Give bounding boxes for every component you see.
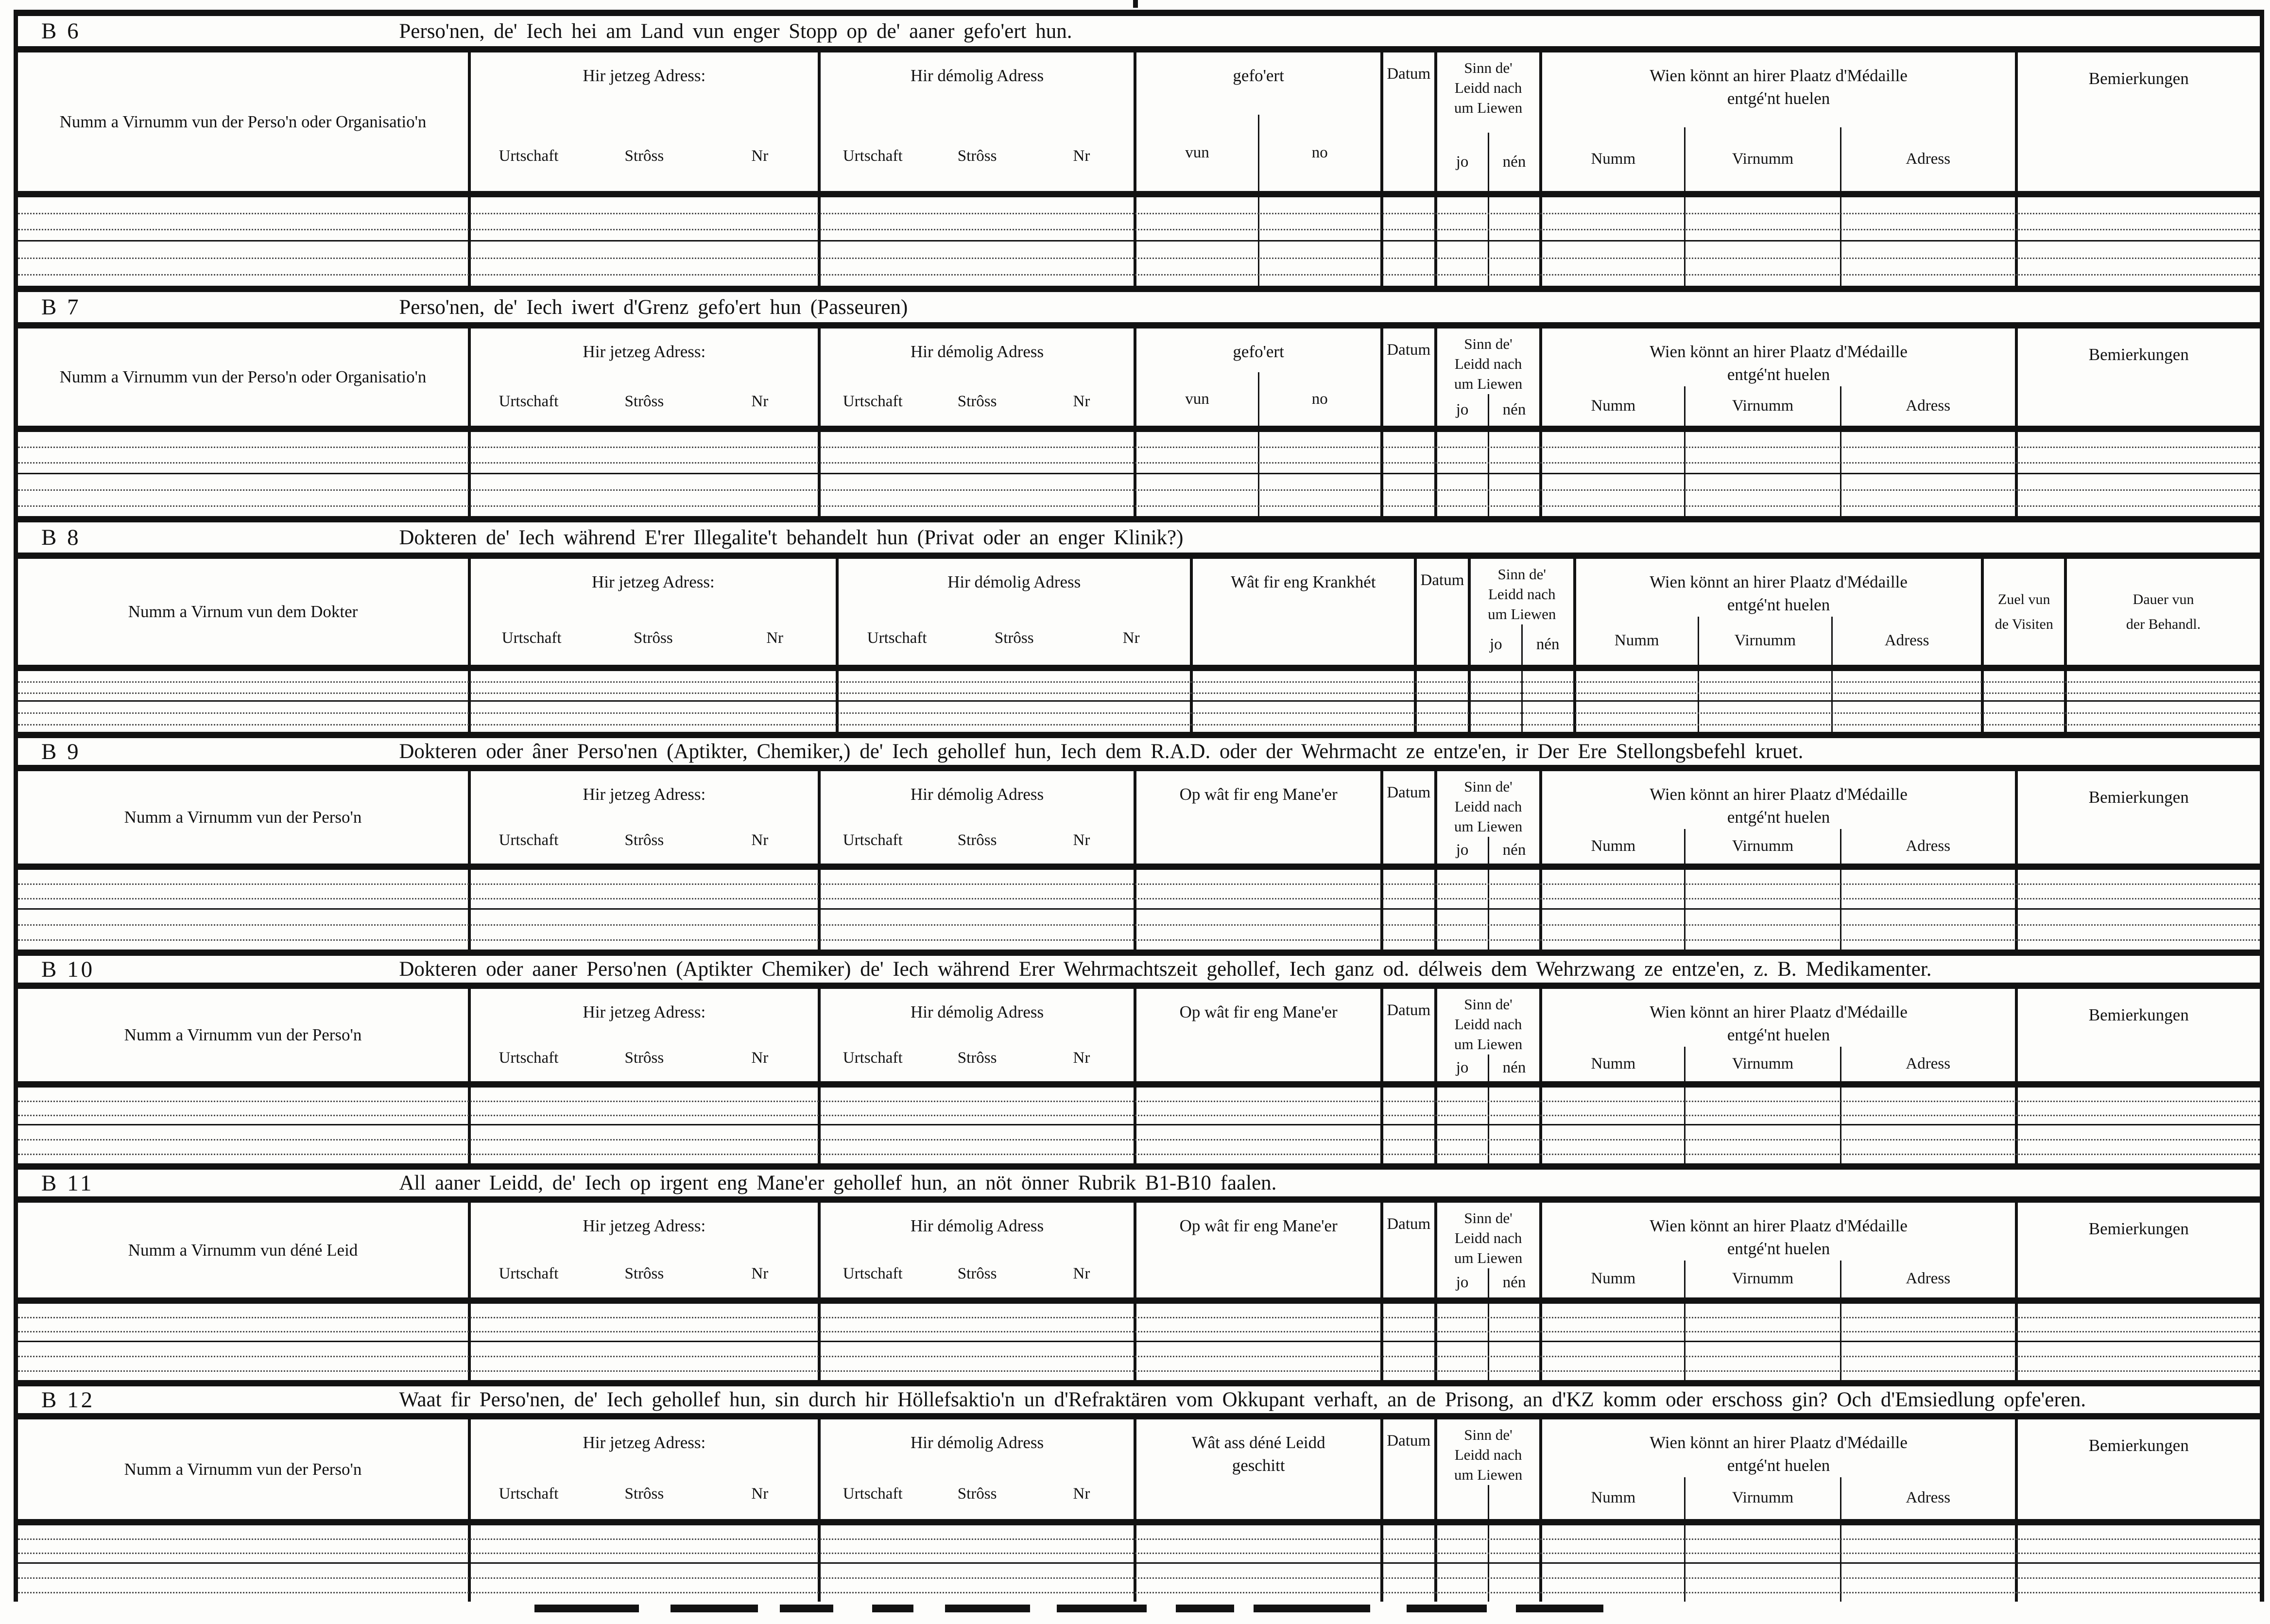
rule (18, 191, 2260, 197)
adress-label: Adress (1831, 617, 1981, 665)
urtschaft-label: Urtschaft (501, 629, 562, 647)
cell-bemierkungen (2018, 242, 2260, 286)
jo-nen-subheaders (1437, 133, 1540, 191)
nen-label: nén (1488, 1268, 1540, 1297)
entry-row (18, 1304, 2260, 1342)
col-header-bemierkungen: Bemierkungen (2088, 1436, 2189, 1455)
numm-label: Numm (1591, 1054, 1636, 1072)
section-b6 (18, 10, 2260, 286)
urtschaft-label: Urtschaft (843, 1485, 903, 1503)
virnumm-label: Virnumm (1684, 1047, 1840, 1082)
urtschaft-label: Urtschaft (843, 147, 903, 165)
nr-label: Nr (1073, 1264, 1090, 1282)
stross-label: Strôss (624, 831, 664, 849)
numm-label: Numm (1591, 837, 1636, 855)
nen-label: nén (1488, 1054, 1540, 1081)
stross-label: Strôss (957, 1264, 997, 1282)
numm-label: Numm (1591, 1270, 1636, 1288)
jo-label: jo (1456, 1274, 1469, 1292)
nen-label: nén (1488, 837, 1540, 864)
rule (18, 765, 2260, 771)
entry-rows (18, 197, 2260, 286)
urtschaft-label: Urtschaft (843, 831, 903, 849)
nen-label: nén (1521, 624, 1573, 665)
column-headers (18, 52, 2260, 191)
vun-label: vun (1185, 144, 1209, 162)
column-headers (18, 559, 2260, 665)
rule (18, 1519, 2260, 1525)
section-title-row (18, 16, 2260, 46)
col-header-datum: Datum (1417, 559, 1471, 665)
stross-label: Strôss (957, 392, 997, 410)
section-title-row (18, 956, 2260, 983)
section-id: B 12 (41, 1387, 95, 1413)
col-header-visit-count: Zuel vun de Visiten (1984, 559, 2067, 665)
entry-row (18, 1525, 2260, 1564)
section-title-row (18, 1170, 2260, 1196)
nr-label: Nr (1073, 392, 1090, 410)
section-title-row (18, 1386, 2260, 1413)
col-header-current-address: Hir jetzeg Adress: Urtschaft Strôss Nr (471, 559, 839, 665)
cell-former-address (821, 197, 1137, 240)
urtschaft-label: Urtschaft (867, 629, 927, 647)
scan-artifact-dash (1516, 1605, 1603, 1612)
nr-label: Nr (1122, 629, 1140, 647)
nr-label: Nr (751, 831, 769, 849)
cell-current-address (471, 197, 821, 240)
entry-row (18, 1564, 2260, 1602)
jo-label: jo (1456, 153, 1469, 171)
col-header-datum: Datum (1383, 771, 1437, 864)
nr-label: Nr (751, 1485, 769, 1503)
col-header-medal-recipient: Wien könnt an hirer Plaatz d'Médaille entgé'nt huelen Numm Virnumm Adress (1542, 771, 2017, 864)
section-title: Waat fir Perso'nen, de' Iech gehollef hun, sin durch hir Höllefsaktio'n un d'Refraktären vom Okkupant verhaft, an de Prisong, an d'KZ komm oder erschoss gin? Och d'Emsiedlung opfe'eren. (399, 1388, 2086, 1411)
scan-artifact-dash (671, 1605, 758, 1612)
urtschaft-label: Urtschaft (843, 1049, 903, 1067)
column-headers (18, 1203, 2260, 1297)
col-header-alive: Sinn de' Leidd nach um Liewen jo nén (1437, 989, 1543, 1081)
col-header-name: Numm a Virnum vun dem Dokter (18, 559, 471, 665)
adress-label: Adress (1840, 127, 2015, 191)
name-col-label: Numm a Virnumm vun der Perso'n oder Organisatio'n (59, 112, 427, 131)
cell-name (18, 197, 471, 240)
jo-label: jo (1456, 841, 1469, 859)
nr-label: Nr (1073, 831, 1090, 849)
section-b12 (18, 1380, 2260, 1602)
col-header-name: Numm a Virnumm vun der Perso'n (18, 771, 471, 864)
cell-current-address (471, 242, 821, 286)
cell-datum (1383, 197, 1437, 240)
col-header-bemierkungen: Bemierkungen (2088, 788, 2189, 807)
stross-label: Strôss (957, 147, 997, 165)
col-header-alive: Sinn de' Leidd nach um Liewen jo nén (1437, 1203, 1543, 1297)
adress-label: Adress (1840, 386, 2015, 426)
section-title: All aaner Leidd, de' Iech op irgent eng Mane'er gehollef hun, an nöt önner Rubrik B1-B10 faalen. (399, 1172, 1277, 1194)
address-subheaders (471, 122, 818, 191)
urtschaft-label: Urtschaft (499, 1264, 559, 1282)
stross-label: Strôss (957, 831, 997, 849)
urtschaft-label: Urtschaft (499, 392, 559, 410)
entry-row (18, 242, 2260, 286)
stross-label: Strôss (624, 1485, 664, 1503)
section-id: B 8 (41, 525, 81, 550)
rule (18, 950, 2260, 956)
cell-name (18, 242, 471, 286)
stross-label: Strôss (624, 1264, 664, 1282)
stross-label: Strôss (994, 629, 1034, 647)
section-title: Dokteren de' Iech während E'rer Illegalite't behandelt hun (Privat oder an enger Klinik?) (399, 526, 1184, 549)
alive-label: Sinn de' Leidd nach um Liewen (1454, 59, 1523, 116)
rule (18, 516, 2260, 522)
section-id: B 6 (41, 18, 81, 44)
entry-row (18, 671, 2260, 702)
nen-label: nén (1488, 133, 1540, 191)
rule (18, 864, 2260, 870)
rule (18, 1163, 2260, 1170)
rule (18, 983, 2260, 989)
cell-gefoert (1136, 242, 1383, 286)
scan-artifact-dash (872, 1605, 913, 1612)
entry-row (18, 1088, 2260, 1125)
former-address-label: Hir démolig Adress (911, 66, 1044, 85)
col-header-name (18, 52, 471, 191)
adress-label: Adress (1840, 1261, 2015, 1298)
stross-label: Strôss (624, 147, 664, 165)
col-header-what-happened: Wât ass déné Leidd geschitt (1136, 1419, 1383, 1519)
col-header-manner: Op wât fir eng Mane'er (1136, 1203, 1383, 1297)
entry-row (18, 702, 2260, 732)
entry-rows (18, 1088, 2260, 1163)
cell-gefoert (1136, 197, 1383, 240)
scan-artifact-dash (945, 1605, 1030, 1612)
rule (18, 1413, 2260, 1419)
scan-artifact-dash (534, 1605, 639, 1612)
section-b8 (18, 516, 2260, 732)
nr-label: Nr (751, 392, 769, 410)
section-title-row (18, 738, 2260, 765)
column-headers (18, 771, 2260, 864)
section-b9 (18, 732, 2260, 950)
section-id: B 7 (41, 294, 81, 320)
bemierkungen-label: Bemierkungen (2088, 69, 2189, 88)
nr-label: Nr (751, 1049, 769, 1067)
rule (18, 46, 2260, 52)
col-header-name: Numm a Virnumm vun der Perso'n oder Organisatio'n (18, 328, 471, 426)
rule (18, 732, 2260, 738)
no-label: no (1258, 115, 1380, 191)
virnumm-label: Virnumm (1684, 1477, 1840, 1520)
medal-subheaders (1542, 127, 2014, 191)
entry-rows (18, 671, 2260, 732)
entry-row (18, 870, 2260, 910)
section-id: B 11 (41, 1170, 94, 1196)
rule (18, 1196, 2260, 1203)
nr-label: Nr (751, 1264, 769, 1282)
nr-label: Nr (751, 147, 769, 165)
entry-rows (18, 432, 2260, 516)
scan-artifact-dash (1407, 1605, 1487, 1612)
section-id: B 9 (41, 739, 81, 764)
col-header-bemierkungen (2018, 52, 2260, 191)
col-header-alive: Sinn de' Leidd nach um Liewen jo nén (1471, 559, 1576, 665)
virnumm-label: Virnumm (1684, 386, 1840, 426)
numm-label: Numm (1614, 631, 1659, 649)
col-header-current-address: Hir jetzeg Adress: Urtschaft Strôss Nr (471, 328, 821, 426)
stross-label: Strôss (634, 629, 673, 647)
column-headers (18, 1419, 2260, 1519)
col-header-name: Numm a Virnumm vun der Perso'n (18, 989, 471, 1081)
entry-row (18, 1125, 2260, 1163)
col-header-name: Numm a Virnumm vun déné Leid (18, 1203, 471, 1297)
section-b7 (18, 286, 2260, 516)
nr-label: Nr (1073, 1485, 1090, 1503)
entry-row (18, 197, 2260, 242)
datum-label: Datum (1387, 65, 1431, 83)
rule (18, 1081, 2260, 1088)
col-header-datum: Datum (1383, 989, 1437, 1081)
cell-alive (1437, 197, 1543, 240)
col-header-manner: Op wât fir eng Mane'er (1136, 771, 1383, 864)
urtschaft-label: Urtschaft (499, 1485, 559, 1503)
rule (18, 286, 2260, 292)
col-header-alive: Sinn de' Leidd nach um Liewen (1437, 1419, 1543, 1519)
adress-label: Adress (1840, 1047, 2015, 1082)
address-subheaders (821, 122, 1134, 191)
rule (18, 426, 2260, 432)
col-header-former-address: Hir démolig Adress Urtschaft Strôss Nr (839, 559, 1193, 665)
col-header-gefoert (1136, 52, 1383, 191)
col-header-bemierkungen: Bemierkungen (2088, 345, 2189, 364)
cell-medal-recipient (1542, 197, 2017, 240)
scan-artifact-dash (1176, 1605, 1234, 1612)
col-header-current-address: Hir jetzeg Adress: Urtschaft Strôss Nr (471, 1203, 821, 1297)
scan-artifact-tick (1133, 0, 1138, 8)
col-header-medal-recipient: Wien könnt an hirer Plaatz d'Médaille entgé'nt huelen Numm Virnumm Adress (1576, 559, 1984, 665)
entry-rows (18, 870, 2260, 950)
section-title-row (18, 522, 2260, 553)
stross-label: Strôss (957, 1485, 997, 1503)
section-title-row (18, 292, 2260, 322)
stross-label: Strôss (624, 1049, 664, 1067)
cell-alive (1437, 242, 1543, 286)
col-header-datum: Datum (1383, 328, 1437, 426)
col-header-treatment-duration: Dauer vun der Behandl. (2126, 591, 2201, 632)
nen-label: nén (1488, 394, 1540, 426)
col-header-alive: Sinn de' Leidd nach um Liewen jo nén (1437, 771, 1543, 864)
jo-label: jo (1489, 635, 1502, 653)
urtschaft-label: Urtschaft (499, 1049, 559, 1067)
no-label: no (1258, 372, 1380, 426)
col-header-alive: Sinn de' Leidd nach um Liewen jo nén (1437, 328, 1543, 426)
section-title: Perso'nen, de' Iech iwert d'Grenz gefo'ert hun (Passeuren) (399, 295, 908, 319)
entry-row (18, 1342, 2260, 1381)
scan-artifact-dash (1057, 1605, 1147, 1612)
col-header-former-address: Hir démolig Adress Urtschaft Strôss Nr (821, 1203, 1137, 1297)
current-address-label: Hir jetzeg Adress: (583, 66, 706, 85)
col-header-illness: Wât fir eng Krankhét (1193, 559, 1417, 665)
entry-row (18, 910, 2260, 950)
virnumm-label: Virnumm (1684, 127, 1840, 191)
cell-datum (1383, 242, 1437, 286)
col-header-datum: Datum (1383, 1203, 1437, 1297)
scan-artifact-dash (780, 1605, 833, 1612)
col-header-former-address: Hir démolig Adress Urtschaft Strôss Nr (821, 989, 1137, 1081)
nr-label: Nr (1073, 147, 1090, 165)
virnumm-label: Virnumm (1698, 617, 1831, 665)
col-header-current-address: Hir jetzeg Adress: Urtschaft Strôss Nr (471, 989, 821, 1081)
urtschaft-label: Urtschaft (843, 392, 903, 410)
col-header-datum: Datum (1383, 1419, 1437, 1519)
nr-label: Nr (1073, 1049, 1090, 1067)
col-header-former-address: Hir démolig Adress Urtschaft Strôss Nr (821, 1419, 1137, 1519)
col-header-medal-recipient (1542, 52, 2017, 191)
section-title: Dokteren oder aaner Perso'nen (Aptikter Chemiker) de' Iech während Erer Wehrmachtszeit gehollef, Iech ganz od. délweis dem Wehrzwang ze entze'en, z. B. Medikamenter. (399, 958, 1932, 981)
col-header-gefoert: gefo'ert vun no (1136, 328, 1383, 426)
entry-rows (18, 1304, 2260, 1380)
rule (18, 553, 2260, 559)
stross-label: Strôss (624, 392, 664, 410)
numm-label: Numm (1591, 150, 1636, 168)
column-headers (18, 328, 2260, 426)
cell-medal-recipient (1542, 242, 2017, 286)
adress-label: Adress (1840, 829, 2015, 864)
col-header-alive (1437, 52, 1543, 191)
virnumm-label: Virnumm (1684, 1261, 1840, 1298)
rule (18, 1380, 2260, 1386)
urtschaft-label: Urtschaft (499, 831, 559, 849)
col-header-bemierkungen: Bemierkungen (2088, 1005, 2189, 1024)
section-b10 (18, 950, 2260, 1163)
section-id: B 10 (41, 956, 95, 982)
entry-row (18, 474, 2260, 517)
section-title: Perso'nen, de' Iech hei am Land vun enger Stopp op de' aaner gefo'ert hun. (399, 19, 1072, 43)
gefoert-label: gefo'ert (1233, 66, 1284, 85)
rule (18, 665, 2260, 671)
col-header-datum (1383, 52, 1437, 191)
col-header-name: Numm a Virnumm vun der Perso'n (18, 1419, 471, 1519)
col-header-current-address (471, 52, 821, 191)
entry-row (18, 432, 2260, 474)
cell-former-address (821, 242, 1137, 286)
section-b11 (18, 1163, 2260, 1380)
col-header-medal-recipient: Wien könnt an hirer Plaatz d'Médaille entgé'nt huelen Numm Virnumm Adress (1542, 328, 2017, 426)
urtschaft-label: Urtschaft (499, 147, 559, 165)
medal-recipient-label: Wien könnt an hirer Plaatz d'Médaille entgé'nt huelen (1650, 66, 1908, 108)
jo-nen-divider (1437, 1485, 1540, 1519)
section-title: Dokteren oder âner Perso'nen (Aptikter, Chemiker,) de' Iech gehollef hun, Iech dem R.A.D. oder der Wehrmacht ze entze'en, ir Der Ere Stellongsbefehl kruet. (399, 740, 1804, 763)
col-header-manner: Op wât fir eng Mane'er (1136, 989, 1383, 1081)
col-header-medal-recipient: Wien könnt an hirer Plaatz d'Médaille entgé'nt huelen Numm Virnumm Adress (1542, 989, 2017, 1081)
jo-label: jo (1456, 1058, 1469, 1076)
cell-bemierkungen (2018, 197, 2260, 240)
stross-label: Strôss (957, 1049, 997, 1067)
entry-rows (18, 1525, 2260, 1602)
vun-no-subheaders (1136, 115, 1380, 191)
nr-label: Nr (766, 629, 784, 647)
virnumm-label: Virnumm (1684, 829, 1840, 864)
jo-label: jo (1456, 400, 1469, 418)
col-header-former-address: Hir démolig Adress Urtschaft Strôss Nr (821, 771, 1137, 864)
rule (18, 1297, 2260, 1304)
col-header-current-address: Hir jetzeg Adress: Urtschaft Strôss Nr (471, 1419, 821, 1519)
col-header-current-address: Hir jetzeg Adress: Urtschaft Strôss Nr (471, 771, 821, 864)
scan-artifact-dash (1254, 1605, 1370, 1612)
rule (18, 322, 2260, 328)
numm-label: Numm (1591, 1489, 1636, 1507)
form-table (14, 10, 2264, 1602)
column-headers (18, 989, 2260, 1081)
rule (18, 10, 2260, 16)
col-header-medal-recipient: Wien könnt an hirer Plaatz d'Médaille entgé'nt huelen Numm Virnumm Adress (1542, 1203, 2017, 1297)
numm-label: Numm (1591, 397, 1636, 415)
col-header-bemierkungen: Bemierkungen (2088, 1219, 2189, 1238)
col-header-former-address (821, 52, 1137, 191)
col-header-former-address: Hir démolig Adress Urtschaft Strôss Nr (821, 328, 1137, 426)
adress-label: Adress (1840, 1477, 2015, 1520)
urtschaft-label: Urtschaft (843, 1264, 903, 1282)
col-header-medal-recipient: Wien könnt an hirer Plaatz d'Médaille entgé'nt huelen Numm Virnumm Adress (1542, 1419, 2017, 1519)
vun-label: vun (1185, 390, 1209, 408)
